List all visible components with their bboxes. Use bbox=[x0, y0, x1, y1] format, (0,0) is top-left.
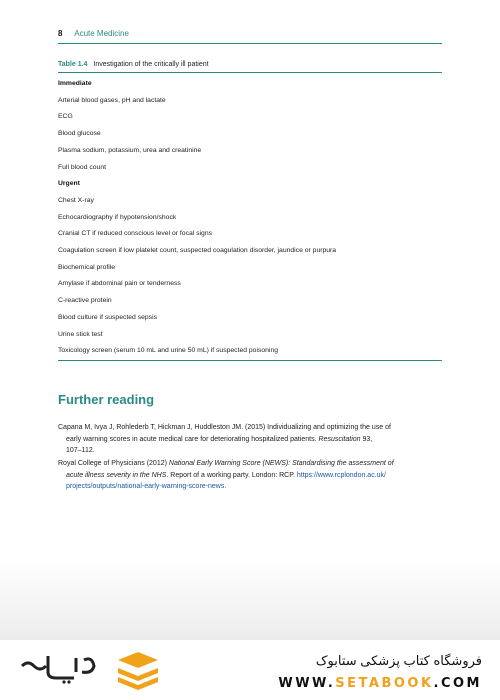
table-row: Coagulation screen if low platelet count, suspected coagulation disorder, jaundice or purpura bbox=[58, 247, 337, 254]
table-row: Plasma sodium, potassium, urea and creatinine bbox=[58, 146, 202, 154]
reference-link[interactable]: projects/outputs/national-early-warning-score-news. bbox=[66, 483, 227, 490]
table-bottom-rule bbox=[58, 360, 442, 361]
table-top-rule bbox=[58, 72, 442, 73]
table-row: Biochemical profile bbox=[58, 263, 116, 271]
reference-text: . Report of a working party. London: RCP. bbox=[166, 471, 297, 479]
table-row: Blood culture if suspected sepsis bbox=[58, 313, 157, 321]
table-row: ECG bbox=[58, 113, 73, 121]
url-brand: SETABOOK bbox=[335, 676, 434, 691]
url-suffix: .COM bbox=[433, 676, 482, 691]
reference-entry bbox=[58, 458, 442, 493]
reference-text: 93, bbox=[360, 435, 373, 443]
reference-text: National Early Warning Score (NEWS): Standardising the assessment of bbox=[168, 460, 394, 467]
table-row: Blood glucose bbox=[58, 130, 101, 138]
table-section-heading: Immediate bbox=[58, 80, 92, 87]
reference-link[interactable]: https://www.rcplondon.ac.uk/ bbox=[296, 471, 386, 479]
shop-url bbox=[278, 676, 482, 691]
table-row: C-reactive protein bbox=[58, 297, 112, 305]
reference-text: acute illness severity in the NHS bbox=[66, 471, 167, 479]
table-row: Full blood count bbox=[58, 163, 106, 171]
running-header bbox=[58, 29, 129, 38]
url-prefix: WWW. bbox=[278, 676, 336, 691]
reference-text: Capana M, Ivya J, Rohlederb T, Hickman J, Huddleston JM. (2015) Individualizing and optimizing the use of bbox=[58, 424, 391, 431]
reference-text: Resuscitation bbox=[318, 435, 361, 443]
table-row: Echocardiography if hypotension/shock bbox=[58, 213, 177, 221]
table-row: Arterial blood gases, pH and lactate bbox=[58, 96, 166, 104]
table-caption-text: Investigation of the critically ill patient bbox=[93, 61, 209, 68]
table-section-heading: Urgent bbox=[58, 180, 80, 188]
running-title: Acute Medicine bbox=[74, 29, 129, 38]
setabook-logo bbox=[14, 646, 164, 694]
reference-entry bbox=[58, 422, 442, 457]
header-rule bbox=[58, 43, 442, 44]
page-number: 8 bbox=[58, 29, 63, 38]
table-row: Cranial CT if reduced conscious level or focal signs bbox=[58, 230, 213, 238]
table-row: Amylase if abdominal pain or tenderness bbox=[58, 280, 181, 288]
reference-line bbox=[58, 422, 442, 434]
reference-line bbox=[58, 458, 442, 470]
further-reading-heading: Further reading bbox=[58, 392, 155, 407]
page-bottom-shadow bbox=[0, 560, 500, 640]
table-row: Toxicology screen (serum 10 mL and urine 50 mL) if suspected poisoning bbox=[58, 347, 279, 355]
reference-line bbox=[58, 445, 442, 457]
table-row: Urine stick test bbox=[58, 330, 103, 338]
watermark-banner bbox=[0, 640, 500, 700]
table-row: Chest X-ray bbox=[58, 196, 94, 204]
reference-line bbox=[58, 434, 442, 446]
shop-name: فروشگاه کتاب پزشکی ستابوک bbox=[315, 653, 482, 668]
reference-text: 107–112. bbox=[66, 447, 95, 454]
reference-line bbox=[58, 481, 442, 493]
reference-line bbox=[58, 470, 442, 482]
reference-text: early warning scores in acute medical care for deteriorating hospitalized patients. bbox=[66, 435, 319, 443]
table-caption bbox=[58, 61, 209, 68]
table-label: Table 1.4 bbox=[58, 61, 88, 68]
reference-text: Royal College of Physicians (2012) bbox=[58, 460, 169, 467]
